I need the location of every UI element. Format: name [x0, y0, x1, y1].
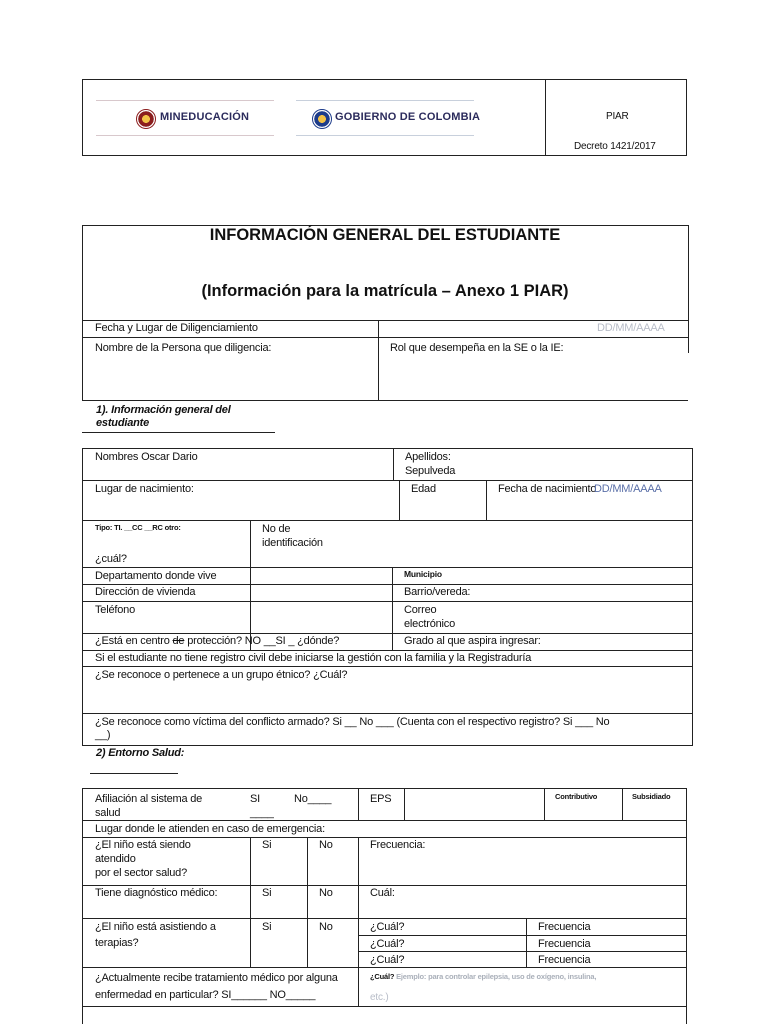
departamento: Departamento donde vive	[95, 570, 217, 582]
logo-mineducacion: MINEDUCACIÓN	[160, 111, 250, 123]
row-rule	[82, 918, 687, 919]
col-rule	[544, 788, 545, 820]
terapia-cual-2[interactable]: ¿Cuál?	[370, 938, 405, 950]
col-rule	[392, 567, 393, 650]
afiliacion-si[interactable]: SI	[250, 793, 260, 805]
col-rule	[486, 480, 487, 520]
col-rule	[399, 480, 400, 520]
row-rule	[82, 584, 693, 585]
row-rule	[358, 951, 686, 952]
logo1-top-rule	[96, 100, 274, 101]
row-rule	[82, 713, 693, 714]
diagnostico: Tiene diagnóstico médico:	[95, 887, 218, 899]
apellidos-value[interactable]: Sepulveda	[405, 465, 456, 477]
terapia-frecuencia-3[interactable]: Frecuencia	[538, 954, 591, 966]
col-rule	[358, 837, 359, 967]
tratamiento-cual-label: ¿Cuál?	[370, 972, 395, 981]
title-left-rule	[82, 225, 83, 400]
afiliacion-si-blank: ____	[250, 807, 274, 819]
nombres[interactable]: Nombres Oscar Dario	[95, 451, 198, 463]
telefono: Teléfono	[95, 604, 135, 616]
subsidiado[interactable]: Subsidiado	[632, 792, 671, 801]
atendido-line2: atendido	[95, 853, 136, 865]
afiliacion-no[interactable]: No____	[294, 793, 332, 805]
logo2-bottom-rule	[296, 135, 474, 136]
fecha-lugar-label: Fecha y Lugar de Diligenciamiento	[95, 322, 258, 334]
atendido-si[interactable]: Si	[262, 839, 272, 851]
apellidos-label: Apellidos:	[405, 451, 451, 463]
decree: Decreto 1421/2017	[574, 141, 656, 152]
municipio: Municipio	[404, 569, 442, 579]
correo-line1: Correo	[404, 604, 437, 616]
section1-heading-line2: estudiante	[96, 417, 150, 429]
col-rule	[358, 967, 359, 1006]
terapia-cual-3[interactable]: ¿Cuál?	[370, 954, 405, 966]
col-rule	[393, 448, 394, 480]
row-rule	[82, 650, 693, 651]
centro-proteccion[interactable]	[95, 635, 339, 648]
rol-label: Rol que desempeña en la SE o la IE:	[390, 342, 564, 354]
terapia-frecuencia-2[interactable]: Frecuencia	[538, 938, 591, 950]
tratamiento-line2[interactable]: enfermedad en particular? SI______ NO_____	[95, 989, 316, 1001]
afiliacion-line2: salud	[95, 807, 121, 819]
col-rule	[307, 837, 308, 967]
row-rule	[82, 837, 687, 838]
table-right-rule	[686, 788, 687, 1024]
terapias-no[interactable]: No	[319, 921, 333, 933]
fecha-nacimiento-label: Fecha de nacimiento	[498, 483, 597, 495]
col-rule	[378, 320, 379, 400]
row-rule	[82, 567, 693, 568]
row-rule	[82, 967, 687, 968]
col-rule	[250, 520, 251, 650]
victima-line1[interactable]: ¿Se reconoce como víctima del conflicto armado? Si __ No ___ (Cuenta con el respectivo registro? Si ___ No	[95, 716, 610, 728]
correo-line2: electrónico	[404, 618, 455, 630]
heading-underline	[82, 432, 275, 433]
logo-gobierno: GOBIERNO DE COLOMBIA	[335, 111, 481, 123]
col-rule	[250, 837, 251, 967]
emergencia[interactable]: Lugar donde le atienden en caso de emergencia:	[95, 823, 325, 835]
centro-post: protección? NO __SI _ ¿dónde?	[184, 635, 340, 647]
header-divider	[545, 79, 546, 156]
fecha-placeholder[interactable]: DD/MM/AAAA	[597, 322, 665, 334]
terapias-line2: terapias?	[95, 937, 139, 949]
section2-heading: 2) Entorno Salud:	[96, 747, 185, 759]
row-rule	[82, 448, 693, 449]
terapias-line1: ¿El niño está asistiendo a	[95, 921, 216, 933]
row-rule	[82, 633, 693, 634]
table-left-rule	[82, 448, 83, 746]
col-rule	[358, 788, 359, 820]
centro-pre: ¿Está en centro	[95, 635, 173, 647]
row-rule	[82, 885, 687, 886]
row-rule	[82, 788, 687, 789]
terapia-frecuencia-1[interactable]: Frecuencia	[538, 921, 591, 933]
row-rule	[82, 601, 693, 602]
grupo-etnico[interactable]: ¿Se reconoce o pertenece a un grupo étnico? ¿Cuál?	[95, 669, 348, 681]
nombre-persona-label: Nombre de la Persona que diligencia:	[95, 342, 272, 354]
eps-label: EPS	[370, 793, 392, 805]
table-right-rule	[692, 448, 693, 746]
row-rule	[82, 745, 693, 746]
row-rule	[82, 320, 688, 321]
terapias-si[interactable]: Si	[262, 921, 272, 933]
tratamiento-line1: ¿Actualmente recibe tratamiento médico por alguna	[95, 972, 338, 984]
grado[interactable]: Grado al que aspira ingresar:	[404, 635, 541, 647]
table-left-rule	[82, 788, 83, 1024]
tratamiento-cual[interactable]	[370, 972, 596, 981]
col-rule	[404, 788, 405, 820]
identificacion-label: identificación	[262, 537, 323, 549]
diagnostico-cual[interactable]: Cuál:	[370, 887, 395, 899]
direccion: Dirección de vivienda	[95, 586, 196, 598]
col-rule	[526, 918, 527, 967]
row-rule	[82, 1006, 687, 1007]
atendido-line1: ¿El niño está siendo	[95, 839, 191, 851]
tipo-documento[interactable]: Tipo: TI. __CC __RC otro:	[95, 523, 181, 532]
row-rule	[82, 520, 693, 521]
gobierno-seal-icon	[312, 109, 332, 129]
tratamiento-etc: etc.)	[370, 992, 389, 1003]
logo2-top-rule	[296, 100, 474, 101]
edad[interactable]: Edad	[411, 483, 436, 495]
section1-heading-line1: 1). Información general del	[96, 404, 231, 416]
doc-code: PIAR	[606, 111, 629, 122]
tratamiento-ejemplo: Ejemplo: para controlar epilepsia, uso de oxígeno, insulina,	[396, 972, 597, 981]
terapia-cual-1[interactable]: ¿Cuál?	[370, 921, 405, 933]
barrio: Barrio/vereda:	[404, 586, 471, 598]
row-rule	[82, 400, 688, 401]
mineducacion-seal-icon	[136, 109, 156, 129]
lugar-nacimiento[interactable]: Lugar de nacimiento:	[95, 483, 194, 495]
registro-civil-note: Si el estudiante no tiene registro civil debe iniciarse la gestión con la familia y la Registraduría	[95, 652, 532, 664]
row-rule	[82, 820, 687, 821]
diagnostico-si[interactable]: Si	[262, 887, 272, 899]
form-subtitle: (Información para la matrícula – Anexo 1 PIAR)	[201, 282, 569, 300]
row-rule	[82, 337, 688, 338]
centro-struck: de	[172, 635, 185, 647]
row-rule	[358, 935, 686, 936]
atendido-line3: por el sector salud?	[95, 867, 187, 879]
fecha-nacimiento-placeholder[interactable]: DD/MM/AAAA	[594, 483, 662, 495]
atendido-frecuencia[interactable]: Frecuencia:	[370, 839, 426, 851]
form-title: INFORMACIÓN GENERAL DEL ESTUDIANTE	[209, 226, 561, 244]
row-rule	[82, 666, 693, 667]
contributivo[interactable]: Contributivo	[555, 792, 598, 801]
cual-label: ¿cuál?	[95, 553, 127, 565]
heading-underline	[90, 773, 178, 774]
col-rule	[622, 788, 623, 820]
no-de-label: No de	[262, 523, 291, 535]
title-right-rule	[688, 225, 689, 353]
victima-line2: __)	[95, 729, 111, 741]
diagnostico-no[interactable]: No	[319, 887, 333, 899]
logo1-bottom-rule	[96, 135, 274, 136]
atendido-no[interactable]: No	[319, 839, 333, 851]
row-rule	[82, 480, 693, 481]
afiliacion-line1: Afiliación al sistema de	[95, 793, 203, 805]
